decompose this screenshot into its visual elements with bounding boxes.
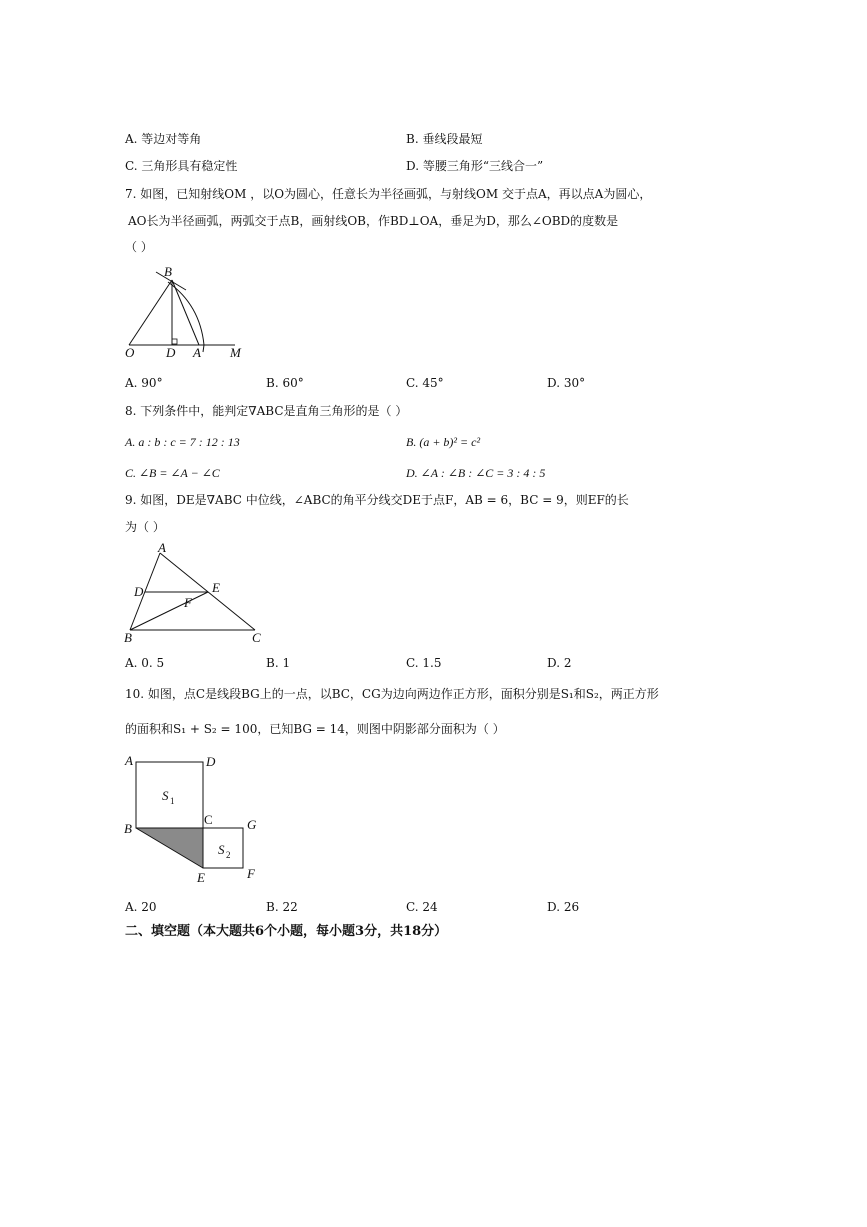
- q7-stem-line2: AO长为半径画弧，两弧交于点B，画射线OB，作BD⊥OA，垂足为D，那么∠OBD的度数是: [128, 214, 619, 228]
- q6-option-a: A. 等边对等角: [125, 132, 202, 146]
- q10-label-d: D: [206, 754, 216, 769]
- q8-option-d: D. ∠A : ∠B : ∠C = 3 : 4 : 5: [406, 466, 546, 480]
- q10-label-c: C: [204, 812, 213, 827]
- q9-option-a: A. 0. 5: [125, 656, 165, 670]
- q8-option-b: B. (a + b)² = c²: [406, 435, 481, 449]
- q10-stem-line2: 的面积和S₁ + S₂ = 100，已知BG = 14，则图中阴影部分面积为（ ）: [125, 722, 505, 736]
- q10-label-e: E: [197, 870, 205, 885]
- q9-label-e: E: [212, 580, 220, 595]
- q9-option-d: D. 2: [547, 656, 572, 670]
- q7-option-c: C. 45°: [406, 376, 444, 390]
- q10-label-b: B: [124, 821, 132, 836]
- q7-option-d: D. 30°: [547, 376, 586, 390]
- q9-option-b: B. 1: [266, 656, 291, 670]
- q10-label-g: G: [247, 817, 257, 832]
- section-2-heading: 二、填空题（本大题共6个小题，每小题3分，共18分）: [125, 924, 448, 939]
- q7-label-d: D: [166, 345, 176, 360]
- q10-option-c: C. 24: [406, 900, 438, 914]
- q8-option-c: C. ∠B = ∠A − ∠C: [125, 466, 220, 480]
- q7-label-o: O: [125, 345, 135, 360]
- q7-stem-line1: 7. 如图，已知射线OM ，以O为圆心，任意长为半径画弧，与射线OM 交于点A，再以点A为圆心，: [125, 187, 652, 201]
- q10-stem-line1: 10. 如图，点C是线段BG上的一点，以BC，CG为边向两边作正方形，面积分别是S₁和S₂，两正方形: [125, 687, 659, 701]
- q9-option-c: C. 1.5: [406, 656, 442, 670]
- q9-label-b: B: [124, 630, 132, 645]
- q10-label-f: F: [247, 866, 255, 881]
- q6-option-d: D. 等腰三角形“三线合一”: [406, 159, 544, 173]
- q9-label-d: D: [134, 584, 144, 599]
- q7-label-m: M: [230, 345, 241, 360]
- q9-label-f: F: [184, 595, 192, 610]
- q7-label-a: A: [193, 345, 201, 360]
- q9-label-a: A: [158, 540, 166, 555]
- q10-option-b: B. 22: [266, 900, 298, 914]
- q9-label-c: C: [252, 630, 261, 645]
- q8-stem: 8. 下列条件中，能判定∇ABC是直角三角形的是（ ）: [125, 404, 408, 418]
- q7-stem-line3: （ ）: [125, 240, 153, 254]
- q8-option-a: A. a : b : c = 7 : 12 : 13: [125, 435, 240, 449]
- q10-label-s2: S: [218, 842, 225, 857]
- q10-label-s1-subscript: 1: [170, 796, 175, 806]
- q6-option-c: C. 三角形具有稳定性: [125, 159, 238, 173]
- q10-label-s1: S: [162, 788, 169, 803]
- q6-option-b: B. 垂线段最短: [406, 132, 483, 146]
- q7-option-b: B. 60°: [266, 376, 304, 390]
- q10-option-d: D. 26: [547, 900, 580, 914]
- q9-stem-line2: 为（ ）: [125, 520, 165, 534]
- q9-stem-line1: 9. 如图，DE是∇ABC 中位线，∠ABC的角平分线交DE于点F，AB = 6，BC = 9，则EF的长: [125, 493, 629, 507]
- q7-label-b: B: [164, 264, 172, 279]
- q7-option-a: A. 90°: [125, 376, 163, 390]
- q10-option-a: A. 20: [125, 900, 157, 914]
- q10-label-s2-subscript: 2: [226, 850, 231, 860]
- q10-label-a: A: [125, 753, 133, 768]
